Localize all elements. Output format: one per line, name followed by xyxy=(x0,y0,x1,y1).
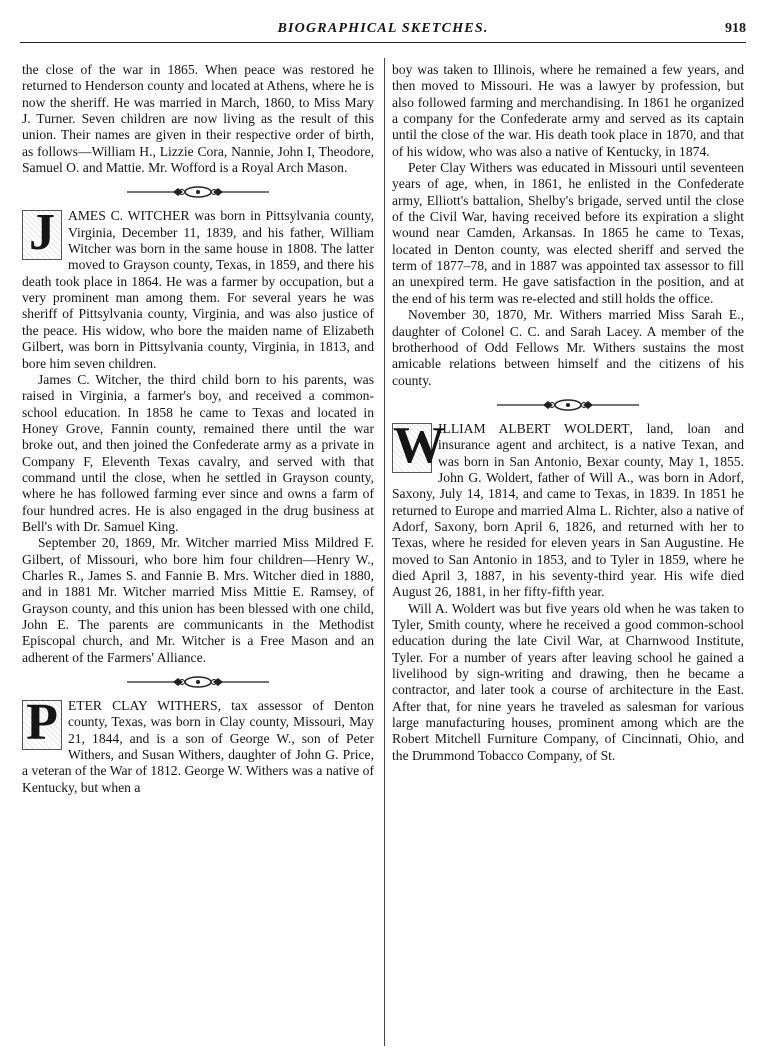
section-ornament xyxy=(22,180,374,202)
withers-paragraph-1 xyxy=(22,694,374,796)
subject-name: ILLIAM ALBERT WOLDERT xyxy=(438,420,630,436)
paragraph: September 20, 1869, Mr. Witcher married Miss Mildred F. Gilbert, of Missouri, who bore him four children—Henry W., Charles R., James S. and Fannie B. Mrs. Witcher died in 1880, and in 1881 Mr. Witcher married Miss Mittie E. Ramsey, of Grayson county, and this union has been blessed with one child, John E. The parents are communicants in the Methodist Episcopal church, and Mr. Witcher is a Free Mason and an adherent of the Farmers' Alliance. xyxy=(22,535,374,665)
drop-cap-letter: J xyxy=(22,210,62,260)
paragraph: November 30, 1870, Mr. Withers married Miss Sarah E., daughter of Colonel C. C. and Sarah Lacey. A member of the brotherhood of Odd Fellows Mr. Withers sustains the most amicable relations between himself and the citizens of his county. xyxy=(392,307,744,388)
section-ornament xyxy=(392,393,744,415)
ornament-icon xyxy=(123,675,273,689)
paragraph-text: , land, loan and insurance agent and architect, is a native Texan, and was born in San Antonio, Bexar county, May 1, 1855. John G. Woldert, father of Will A., was born in Adorf, Saxony, July 14, 1814, and came to Texas, in 1839. In 1851 he returned to Europe and married Alma L. Richter, also a native of Adorf, Saxony, born April 6, 1826, and returned with her to Texas, where he resided for eleven years in San Augustine. He moved to San Antonio in 1853, and to Tyler in 1859, where he died April 3, 1887, in his seventy-third year. His wife died August 26, 1881, in her fifty-fifth year. xyxy=(392,420,744,600)
page-number: 918 xyxy=(725,21,746,36)
woldert-paragraph-1 xyxy=(392,416,744,601)
paragraph: Peter Clay Withers was educated in Missouri until seventeen years of age, when, in 1861, he enlisted in the Confederate army, Elliott's battalion, Shelby's brigade, served until the close of the Civil War, having received before its expiration a slight wound near Camden, Arkansas. In 1865 he came to Texas, located in Denton county, was elected sheriff and served the term of 1877–78, and in 1887 was appointed tax assessor to fill an unexpired term. He gave satisfaction in the position, and at the end of his term was re-elected and still holds the office. xyxy=(392,160,744,306)
ornament-icon xyxy=(493,398,643,412)
paragraph-text: , tax assessor of Denton county, Texas, was born in Clay county, Missouri, May 21, 1844, and is a son of George W., son of Peter Withers, and Susan Withers, daughter of John G. Price, a veteran of the War of 1812. George W. Withers was a native of Kentucky, but when a xyxy=(22,698,374,795)
paragraph-text: was born in Pittsylvania county, Virginia, December 11, 1839, and his father, William Witcher was born in the same house in 1808. The latter moved to Grayson county, Texas, in 1859, and there his death took place in 1864. He was a farmer by occupation, but a very prominent man among them. For several years he was sheriff of Pittsylvania county, Virginia, and was also justice of the peace. His widow, who bore the maiden name of Elizabeth Gilbert, was born in Pittsylvania county, Virginia, in 1813, and bore him seven children. xyxy=(22,208,374,371)
running-header xyxy=(20,14,746,43)
paragraph: the close of the war in 1865. When peace was restored he returned to Henderson county and located at Athens, where he is now the sheriff. He was married in March, 1860, to Miss Mary J. Turner. Seven children are now living as the result of this union. Their names are given in their respective order of birth, as follows—William H., Lizzie Cora, Nannie, John I, Theodore, Samuel O. and Mattie. Mr. Wofford is a Royal Arch Mason. xyxy=(22,62,374,176)
left-column xyxy=(22,62,374,796)
subject-name: AMES C. WITCHER xyxy=(68,208,190,224)
section-ornament xyxy=(22,670,374,692)
witcher-paragraph-1 xyxy=(22,204,374,371)
paragraph: boy was taken to Illinois, where he remained a few years, and then moved to Missouri. He was a lawyer by profession, but also followed farming and merchandising. In 1861 he organized a company for the Confederate army and served as its captain until the close of the war. His death took place in 1870, and that of his widow, who was also a native of Kentucky, in 1874. xyxy=(392,62,744,159)
paragraph: James C. Witcher, the third child born to his parents, was raised in Virginia, a farmer's boy, and received a common-school education. In 1858 he came to Texas and located in Honey Grove, Fannin county, remained there until the war broke out, and then joined the Confederate army as a private in Company F, Eleventh Texas cavalry, and served with that command until the close, when he settled in Grayson county, where he has followed farming ever since and owns a farm of four hundred acres. He is also engaged in the drug business at Bell's with Dr. Samuel King. xyxy=(22,371,374,534)
drop-cap-letter: P xyxy=(22,700,62,750)
right-column xyxy=(392,62,744,764)
paragraph: Will A. Woldert was but five years old when he was taken to Tyler, Smith county, where he received a good common-school education during the late Civil War, at Charnwood Institute, Tyler. For a number of years after leaving school he gained a livelihood by sign-writing and drawing, then he became a contractor, and later took a course of architecture in the East. After that, for nine years he traveled as salesman for various large manufacturing houses, prominent among which are the Robert Mitchell Furniture Company, of Cincinnati, Ohio, and the Drummond Tobacco Company, of St. xyxy=(392,600,744,763)
column-divider xyxy=(384,58,385,1046)
ornament-icon xyxy=(123,185,273,199)
drop-cap-letter: W xyxy=(393,416,445,474)
subject-name: ETER CLAY WITHERS xyxy=(68,698,218,714)
running-title: BIOGRAPHICAL SKETCHES. xyxy=(277,21,489,36)
